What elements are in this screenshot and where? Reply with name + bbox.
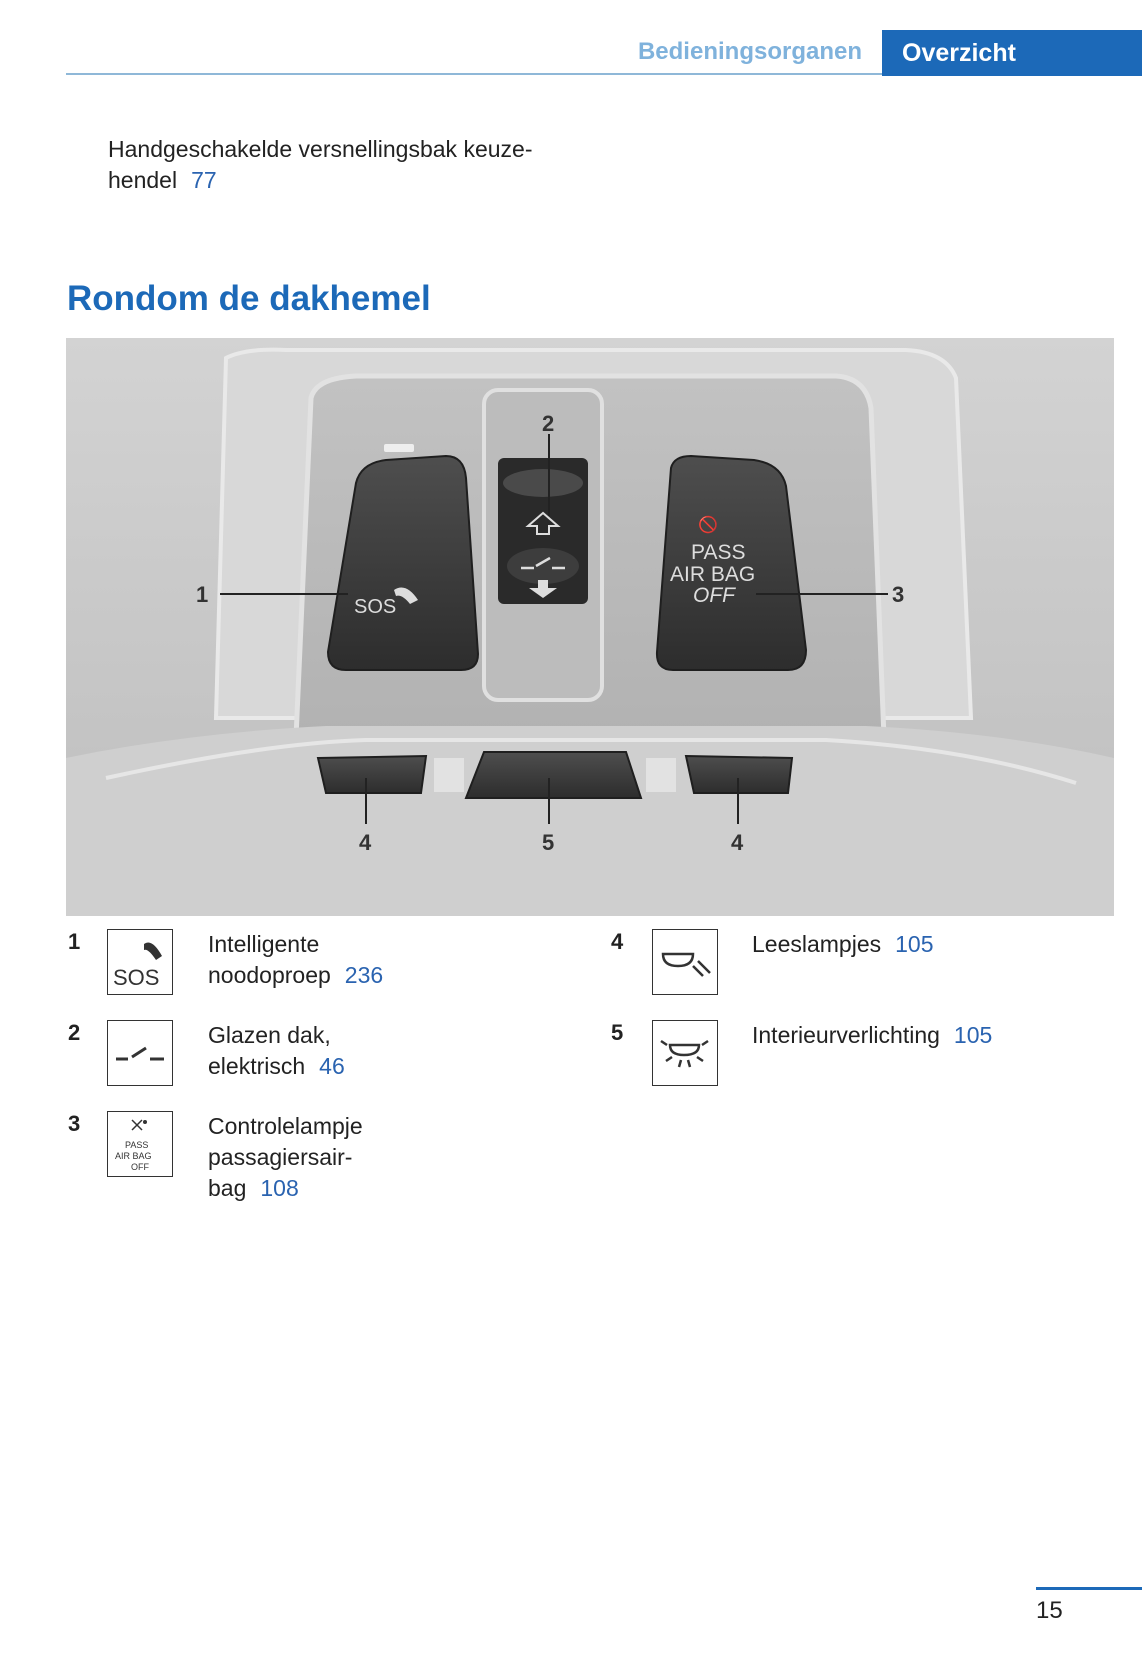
legend-page-3[interactable]: 108: [260, 1175, 299, 1201]
legend-text-3a: Controlelampje passagiersair-: [208, 1113, 363, 1170]
sunroof-icon: [107, 1020, 173, 1086]
interior-light-icon: [652, 1020, 718, 1086]
page-number: 15: [1036, 1597, 1063, 1624]
airbag-label-1: PASS: [691, 541, 746, 564]
legend-text-2: Glazen dak, elektrisch: [208, 1022, 331, 1079]
passenger-airbag-off-icon: [107, 1111, 173, 1177]
header-section[interactable]: Bedieningsorganen: [637, 38, 862, 65]
legend-text-1: Intelligente noodoproep: [208, 931, 331, 988]
legend-page-1[interactable]: 236: [344, 962, 384, 988]
legend-page-5[interactable]: 105: [953, 1022, 993, 1048]
callout-4-right: 4: [731, 830, 744, 855]
intro-page-link[interactable]: 77: [191, 167, 217, 193]
callout-2: 2: [542, 411, 555, 436]
intro-line-1: Handgeschakelde versnellingsbak keuze-: [108, 136, 533, 162]
sos-call-icon: [107, 929, 173, 995]
legend-page-4[interactable]: 105: [895, 931, 934, 957]
legend-text-3b: bag: [208, 1175, 247, 1201]
callout-4-left: 4: [359, 830, 372, 855]
intro-paragraph: [108, 134, 532, 196]
airbag-label-3: OFF: [693, 584, 735, 607]
callout-5: 5: [542, 830, 555, 855]
callout-1: 1: [196, 582, 209, 607]
svg-text:AIR BAG: AIR BAG: [115, 1151, 152, 1161]
roof-console-illustration: [66, 338, 1114, 916]
section-title: Rondom de dakhemel: [67, 279, 431, 318]
svg-text:SOS: SOS: [113, 965, 160, 990]
svg-text:PASS: PASS: [125, 1140, 149, 1150]
footer-rule: [1036, 1587, 1142, 1590]
legend-text-5: Interieurverlichting: [752, 1022, 940, 1048]
header-rule: [66, 73, 882, 75]
legend-page-2[interactable]: 46: [319, 1053, 345, 1079]
legend-text-4: Leeslampjes: [752, 931, 882, 957]
airbag-label-2: AIR BAG: [670, 563, 756, 586]
svg-text:OFF: OFF: [131, 1162, 149, 1172]
callout-3: 3: [892, 582, 905, 607]
sos-button-label: SOS: [354, 596, 397, 618]
intro-line-2: hendel 77: [108, 167, 217, 193]
reading-lamp-icon: [652, 929, 718, 995]
svg-text:🚫: 🚫: [698, 517, 718, 534]
header-tab[interactable]: Overzicht: [882, 30, 1142, 76]
